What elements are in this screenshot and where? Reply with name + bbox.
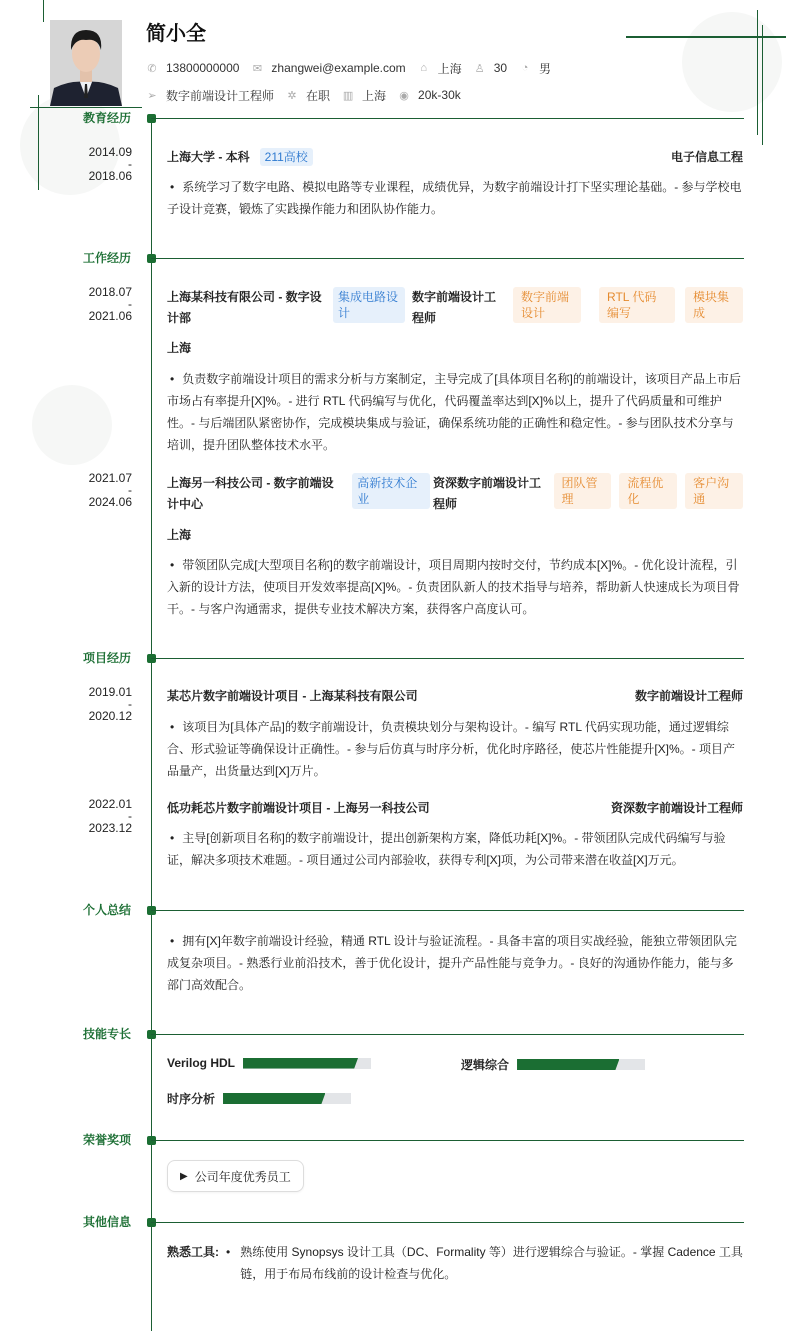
summary-text: • 拥有[X]年数字前端设计经验，精通 RTL 设计与验证流程。- 具备丰富的项目实战经验，能独立带领团队完成复杂项目。- 熟悉行业前沿技术，善于优化设计，提升产品性能与竞争力。- 良好的沟通协作能力，能与多部门高效配合。 [167, 934, 737, 992]
skill-bar [517, 1059, 645, 1070]
section-title-summary: 个人总结 [82, 903, 131, 917]
skill-name: 时序分析 [167, 1092, 216, 1106]
project-title: 某芯片数字前端设计项目 - 上海某科技有限公司 [167, 689, 418, 703]
work-header [167, 287, 743, 329]
phone: 13800000000 [166, 61, 240, 75]
industry-tag: 高新技术企业 [352, 473, 430, 509]
project-description: • 主导[创新项目名称]的数字前端设计，提出创新架构方案，降低功耗[X]%。- 带领团队完成代码编写与验证，解决多项技术难题。- 项目通过公司内部验收，获得专利[X]项，为公司带来潜在收益[X]万元。 [167, 831, 726, 867]
work-description: • 负责数字前端设计项目的需求分析与方案制定，主导完成了[具体项目名称]的前端设计，该项目产品上市后市场占有率提升[X]%。- 进行 RTL 代码编写与优化，代码覆盖率达到[X]%以上，提升了代码质量和可维护性。- 与后端团队紧密协作，完成模块集成与验证，确保系统功能的正确性和稳定性。- 参与团队技术分享与培训，提升团队整体技术水平。 [167, 372, 741, 452]
school-tag: 211高校 [260, 148, 313, 166]
skill-name: Verilog HDL [167, 1056, 236, 1070]
section-divider [151, 258, 744, 259]
honor-label: 公司年度优秀员工 [194, 1169, 291, 1184]
timeline-line [151, 118, 152, 1331]
project-header [167, 685, 743, 707]
section-divider [151, 118, 744, 119]
salary-icon: ◉ [399, 89, 409, 102]
skill-bar [243, 1058, 371, 1069]
contact-row [146, 58, 563, 78]
skill-bar [223, 1093, 351, 1104]
decor-line [762, 25, 763, 145]
mail-icon: ✉ [252, 62, 263, 75]
location: 上海 [437, 61, 462, 76]
major: 电子信息工程 [670, 150, 743, 164]
skill-tag: 数字前端设计 [513, 287, 581, 323]
work-dates: 2018.07 - 2021.06 [88, 285, 132, 323]
company: 上海另一科技公司 - 数字前端设计中心 [167, 476, 334, 511]
skill-tag: RTL 代码编写 [599, 287, 675, 323]
other-label: 熟悉工具: [167, 1245, 219, 1259]
job-intent-row [146, 85, 473, 105]
work-city: 上海 [167, 528, 192, 542]
skill-tag: 客户沟通 [685, 473, 743, 509]
education-description: • 系统学习了数字电路、模拟电路等专业课程，成绩优异，为数字前端设计打下坚实理论基础。- 参与学校电子设计竞赛，锻炼了实践操作能力和团队协作能力。 [167, 180, 742, 216]
work-header [167, 473, 743, 515]
age: 30 [493, 61, 508, 75]
section-divider [151, 910, 744, 911]
project-role: 资深数字前端设计工程师 [610, 801, 743, 815]
status-icon: ✲ [287, 89, 297, 102]
skill-name: 逻辑综合 [461, 1058, 510, 1072]
city: 上海 [362, 88, 387, 103]
section-title-projects: 项目经历 [82, 651, 131, 665]
candidate-name: 简小全 [146, 23, 206, 45]
section-title-skills: 技能专长 [82, 1027, 131, 1041]
work-city: 上海 [167, 341, 192, 355]
skill-tag: 模块集成 [685, 287, 743, 323]
send-icon: ➢ [147, 89, 157, 102]
section-divider [151, 658, 744, 659]
decor-line [757, 10, 758, 135]
decor-line [38, 95, 39, 190]
status: 在职 [306, 88, 331, 103]
gender-icon: ◔ [521, 62, 529, 74]
role: 数字前端设计工程师 [412, 290, 497, 325]
bullet-dot: • [226, 1245, 231, 1259]
project-title: 低功耗芯片数字前端设计项目 - 上海另一科技公司 [167, 801, 430, 815]
decor-line [30, 107, 142, 108]
section-divider [151, 1222, 744, 1223]
role: 资深数字前端设计工程师 [432, 476, 541, 511]
work-description: • 带领团队完成[大型项目名称]的数字前端设计，项目周期内按时交付，节约成本[X]%。- 优化设计流程，引入新的设计方法，使项目开发效率提高[X]%。- 负责团队新人的技术指导与培养，帮助新人快速成长为项目骨干。- 与客户沟通需求，提供专业技术解决方案，获得客户高度认可。 [167, 558, 740, 616]
skill-bar-fill [223, 1093, 325, 1104]
decor-line [43, 0, 44, 22]
building-icon: ▥ [342, 89, 354, 102]
decor-circle [32, 385, 112, 465]
age-icon: ♙ [474, 62, 485, 75]
position: 数字前端设计工程师 [166, 88, 275, 103]
skill-item [167, 1090, 351, 1107]
section-divider [151, 1140, 744, 1141]
gender: 男 [539, 61, 552, 76]
skill-bar-fill [243, 1058, 358, 1069]
work-dates: 2021.07 - 2024.06 [88, 471, 132, 509]
education-dates: 2014.09 - 2018.06 [88, 145, 132, 183]
skill-tag: 流程优化 [619, 473, 677, 509]
skill-item [461, 1056, 645, 1073]
decor-circle [682, 12, 782, 112]
project-dates: 2022.01 - 2023.12 [88, 797, 132, 835]
home-icon: ⌂ [420, 62, 427, 74]
project-role: 数字前端设计工程师 [634, 689, 743, 703]
skill-bar-fill [517, 1059, 619, 1070]
skill-tag: 团队管理 [554, 473, 612, 509]
phone-icon: ✆ [147, 62, 157, 75]
other-info [167, 1241, 743, 1285]
section-title-work: 工作经历 [82, 251, 131, 265]
project-description: • 该项目为[具体产品]的数字前端设计，负责模块划分与架构设计。- 编写 RTL 代码实现功能，通过逻辑综合、形式验证等确保设计正确性。- 参与后仿真与时序分析，优化时序路径，使芯片性能提升[X]%。- 项目产品量产，出货量达到[X]万片。 [167, 720, 736, 778]
email: zhangwei@example.com [271, 61, 406, 75]
other-desc: 熟练使用 Synopsys 设计工具（DC、Formality 等）进行逻辑综合与验证。- 掌握 Cadence 工具链，用于布局布线前的设计检查与优化。 [240, 1245, 743, 1281]
section-title-education: 教育经历 [82, 111, 131, 125]
industry-tag: 集成电路设计 [333, 287, 405, 323]
honor-item[interactable] [167, 1160, 304, 1192]
company: 上海某科技有限公司 - 数字设计部 [167, 290, 322, 325]
project-header [167, 797, 743, 819]
section-divider [151, 1034, 744, 1035]
salary: 20k-30k [418, 88, 461, 102]
section-title-honors: 荣誉奖项 [82, 1133, 131, 1147]
play-icon: ▶ [180, 1170, 188, 1182]
profile-photo [50, 20, 122, 106]
project-dates: 2019.01 - 2020.12 [88, 685, 132, 723]
education-header [167, 146, 743, 168]
school: 上海大学 - 本科 [167, 150, 250, 164]
section-title-other: 其他信息 [82, 1215, 131, 1229]
skill-item [167, 1056, 371, 1070]
